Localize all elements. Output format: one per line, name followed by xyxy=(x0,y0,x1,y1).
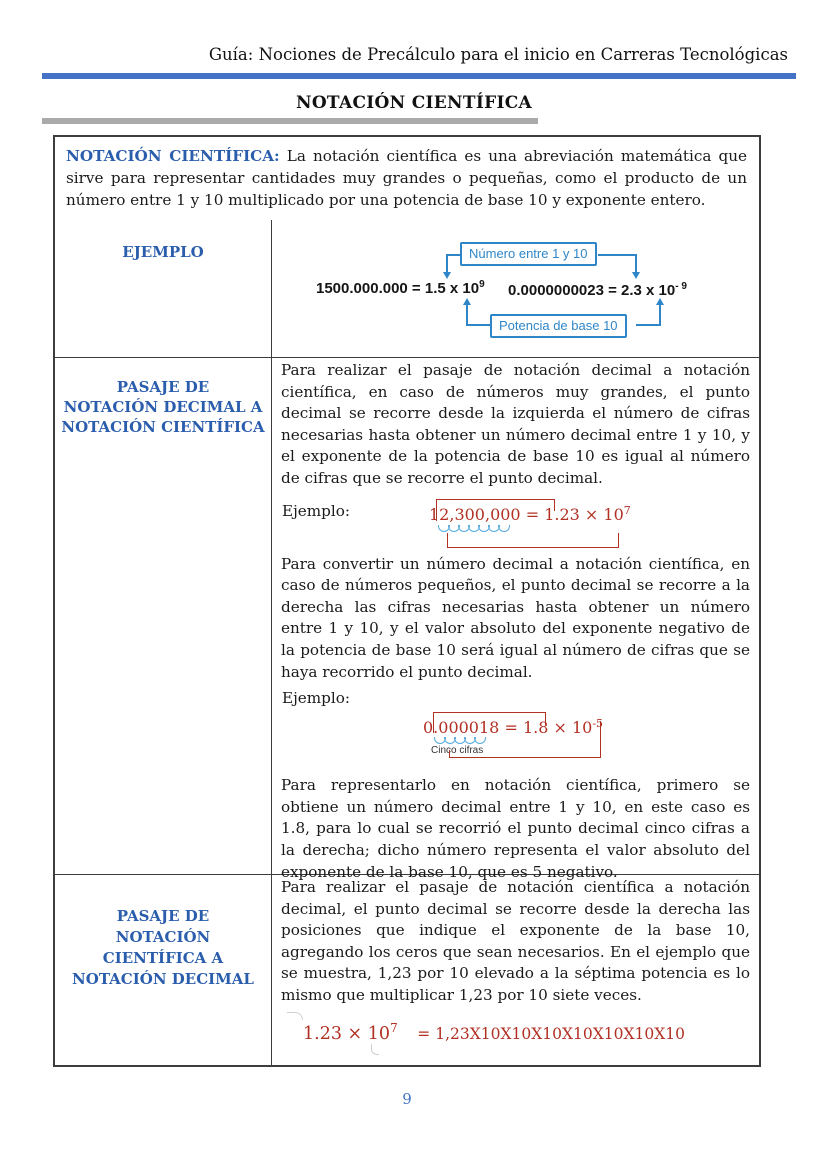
example-label: Ejemplo: xyxy=(282,501,351,520)
exponent-link-bracket xyxy=(447,533,619,548)
decimal-to-scientific-row xyxy=(55,357,759,881)
arrow-down-icon xyxy=(443,272,451,279)
heading-line: PASAJE DE xyxy=(116,378,210,396)
scientific-to-decimal-content xyxy=(272,875,759,1065)
header-rule xyxy=(42,73,796,79)
times-sign: × xyxy=(553,718,567,738)
decimal-shift-bracket-tick xyxy=(554,499,555,511)
digit-arc xyxy=(474,737,486,744)
heading-line: NOTACIÓN DECIMAL xyxy=(72,970,254,988)
equation-small-number xyxy=(508,281,687,299)
connector-line xyxy=(659,305,661,326)
document-header-title: Guía: Nociones de Precálculo para el inicio en Carreras Tecnológicas xyxy=(208,45,788,64)
example-1-number: 12,300,000 xyxy=(429,505,521,524)
example-2-number: 0.000018 Cinco cifras xyxy=(423,718,499,737)
connector-line xyxy=(446,254,448,273)
power-of-ten: $10^7$ xyxy=(603,503,631,524)
five-digits-annotation: Cinco cifras xyxy=(431,745,484,757)
heading-line: CIENTÍFICA A xyxy=(102,949,224,967)
repeated-multiplication: = 1,23X10X10X10X10X10X10X10 xyxy=(417,1024,686,1043)
callout-number-between-1-and-10: Número entre 1 y 10 xyxy=(460,242,597,266)
digit-hop-arcs xyxy=(434,737,484,744)
equation-left-exponent: 9 xyxy=(479,279,485,290)
example-1-block xyxy=(281,494,750,552)
connector-line xyxy=(635,254,637,273)
green-exponent-bracket-tick xyxy=(449,750,450,758)
heading-line: NOTACIÓN DECIMAL A xyxy=(63,398,263,416)
paragraph: Para convertir un número decimal a notación científica, en caso de números pequeños, el punto decimal se recorre a la derecha las cifras necesarias hasta obtener un número entre 1 y 10, y el valor absoluto del exponente negativo de la potencia de base 10 será igual al número de cifras que se haya recorrido el punto decimal. xyxy=(281,554,750,681)
green-exponent-bracket xyxy=(449,757,601,758)
example-label: Ejemplo: xyxy=(282,689,351,708)
arrow-up-icon xyxy=(656,298,664,305)
decimal-shift-bracket xyxy=(436,499,554,521)
pencil-mark xyxy=(371,1044,379,1055)
arrow-down-icon xyxy=(632,272,640,279)
example-diagram xyxy=(272,220,759,357)
paragraph: Para realizar el pasaje de notación decimal a notación científica, en caso de números muy grandes, el punto decimal se recorre desde la izquierda el número de cifras necesarias hasta obtener un número decimal entre 1 y 10, y el exponente de la potencia de base 10 es igual al número de cifras que se recorre el punto decimal. xyxy=(281,361,750,487)
decimal-to-scientific-content xyxy=(272,358,759,883)
heading-line: NOTACIÓN xyxy=(115,928,211,946)
paragraph: Para realizar el pasaje de notación científica a notación decimal, el punto decimal se recorre desde la derecha las posiciones que indique el exponente de la base 10, agregando los ceros que sean necesarios. En el ejemplo que se muestra, 1,23 por 10 elevado a la séptima potencia es lo mismo que multiplicar 1,23 por 10 siete veces. xyxy=(281,878,750,1004)
arrow-up-icon xyxy=(463,298,471,305)
connector-line xyxy=(466,324,492,326)
connector-line xyxy=(466,305,468,326)
example-2-block xyxy=(281,689,750,773)
heading-line: NOTACIÓN CIENTÍFICA xyxy=(61,418,265,436)
page-number: 9 xyxy=(402,1090,412,1108)
times-sign: × xyxy=(584,504,599,524)
equation-right-base: 0.0000000023 = 2.3 x 10 xyxy=(508,282,676,299)
definition-cell xyxy=(55,137,759,211)
mantissa: 1.23 xyxy=(544,504,580,524)
equation-large-number xyxy=(316,279,485,297)
example-row-heading: EJEMPLO xyxy=(55,220,272,357)
connector-line xyxy=(446,254,462,256)
example-row xyxy=(55,220,759,357)
connector-line xyxy=(636,324,660,326)
pencil-mark xyxy=(287,1012,303,1020)
equals-sign: = xyxy=(504,718,518,738)
power-of-ten: $10^{-5}$ xyxy=(571,717,604,738)
title-underline-bar xyxy=(42,118,538,124)
example-1-math xyxy=(429,504,631,524)
equals-sign: = xyxy=(525,504,540,524)
callout-power-of-base-10: Potencia de base 10 xyxy=(490,314,627,338)
connector-line xyxy=(598,254,637,256)
example-2-math xyxy=(423,717,604,757)
expansion-equation xyxy=(303,1021,750,1044)
heading-line: PASAJE DE xyxy=(116,907,210,925)
digit-hop-arcs xyxy=(438,525,508,532)
definition-label: NOTACIÓN CIENTÍFICA: xyxy=(66,147,280,165)
content-table xyxy=(53,135,761,1067)
digit-arc xyxy=(498,525,510,532)
equation-left-base: 1500.000.000 = 1.5 x 10 xyxy=(316,280,480,297)
scientific-to-decimal-row xyxy=(55,874,759,1065)
mantissa: 1.8 xyxy=(522,718,549,738)
decimal-to-scientific-heading xyxy=(55,358,272,883)
definition-text: La notación científica es una abreviación matemática que sirve para representar cantidades muy grandes o pequeñas, como el producto de un número entre 1 y 10 multiplicado por una potencia de base 10 y exponente entero. xyxy=(66,147,747,209)
paragraph: Para representarlo en notación científica, primero se obtiene un número decimal entre 1 y 10, en este caso es 1.8, para lo cual se recorrió el punto decimal cinco cifras a la derecha; dicho número representa el valor absoluto del exponente de la base 10, que es 5 negativo. xyxy=(281,776,750,881)
decimal-shift-bracket-tick xyxy=(545,712,546,725)
section-title: NOTACIÓN CIENTÍFICA xyxy=(295,93,533,113)
scientific-form: $1.23 \times 10^7$ xyxy=(303,1024,403,1044)
equation-right-exponent: - 9 xyxy=(675,281,687,292)
scientific-to-decimal-heading xyxy=(55,875,272,1065)
definition-row xyxy=(55,137,759,220)
decimal-shift-bracket xyxy=(433,712,545,733)
green-exponent-bracket-riser xyxy=(600,721,601,758)
